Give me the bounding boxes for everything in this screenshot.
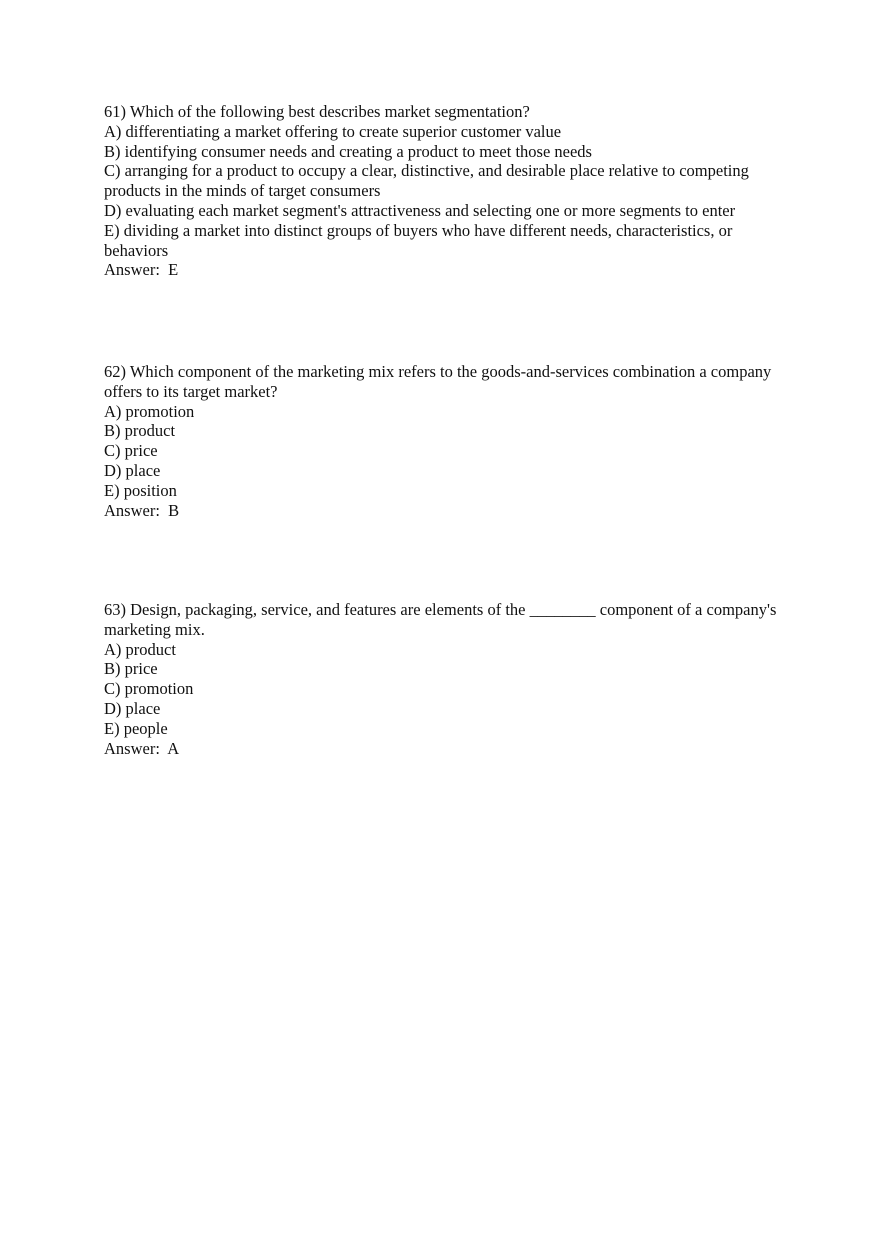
option-c: C) promotion <box>104 679 194 699</box>
option-a: A) product <box>104 639 176 659</box>
option-d: D) place <box>104 460 161 480</box>
option-e: E) dividing a market into distinct groups of buyers who have different needs, characteristics, or behaviors <box>104 220 733 260</box>
option-a: A) differentiating a market offering to create superior customer value <box>104 121 562 141</box>
answer-key: Answer: E <box>104 260 179 280</box>
question-62 <box>104 362 784 520</box>
answer-key: Answer: B <box>104 500 180 520</box>
question-stem: 61) Which of the following best describes market segmentation? <box>104 102 530 121</box>
option-b: B) product <box>104 421 176 441</box>
option-b: B) price <box>104 659 158 679</box>
question-stem: 62) Which component of the marketing mix refers to the goods-and-services combination a company offers to its target market? <box>104 362 772 401</box>
question-63 <box>104 600 784 758</box>
option-d: D) place <box>104 698 161 718</box>
option-c: C) arranging for a product to occupy a clear, distinctive, and desirable place relative to competing products in the minds of target consumers <box>104 161 749 201</box>
option-b: B) identifying consumer needs and creating a product to meet those needs <box>104 141 592 161</box>
option-e: E) position <box>104 480 177 500</box>
option-a: A) promotion <box>104 401 195 421</box>
option-c: C) price <box>104 441 158 461</box>
option-e: E) people <box>104 718 168 738</box>
answer-key: Answer: A <box>104 738 180 758</box>
option-d: D) evaluating each market segment's attractiveness and selecting one or more segments to enter <box>104 200 736 220</box>
question-61 <box>104 102 784 280</box>
question-stem: 63) Design, packaging, service, and features are elements of the ________ component of a company's marketing mix. <box>104 600 777 639</box>
